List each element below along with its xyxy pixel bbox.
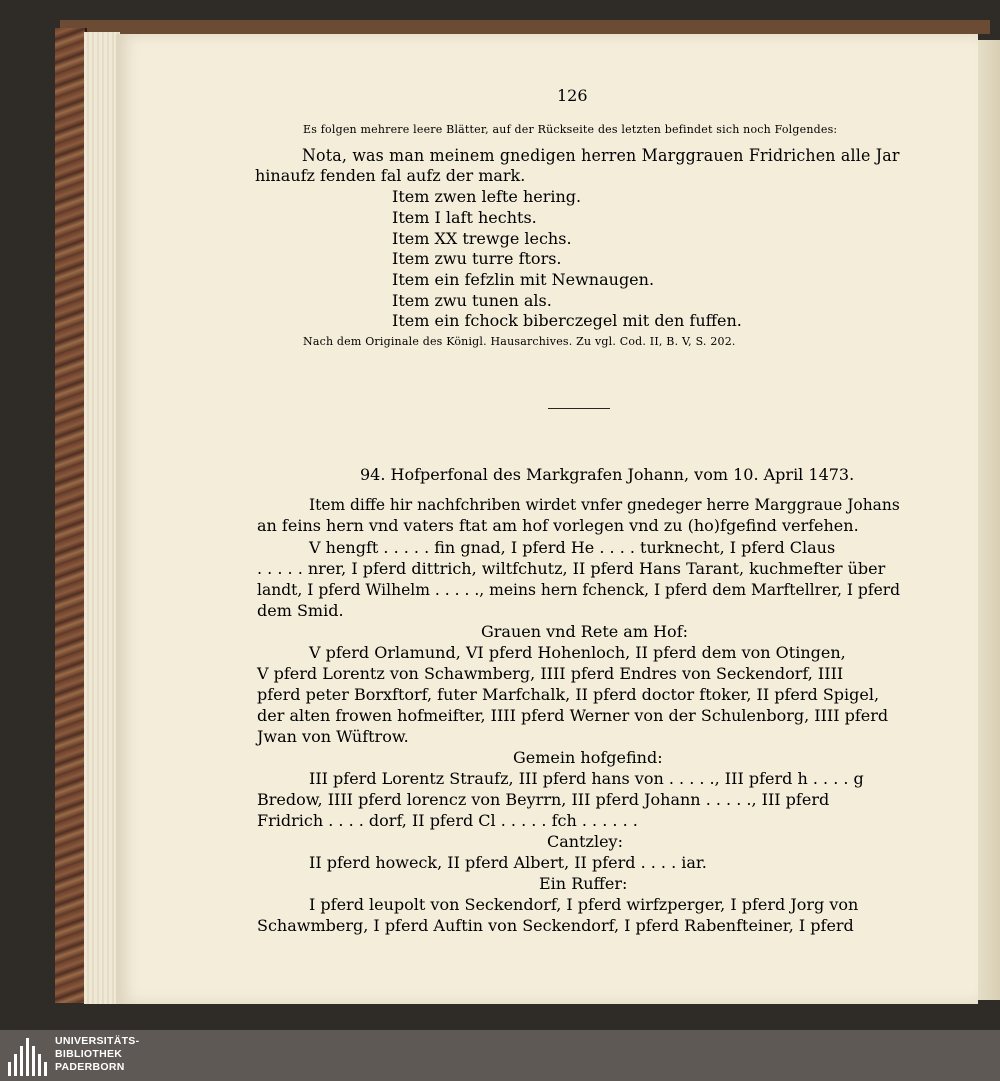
item-line: Item ein fchock biberczegel mit den fuffen. [392, 311, 742, 330]
library-footer [0, 1030, 1000, 1081]
marbled-cover-edge [55, 28, 87, 1003]
body-line: V pferd Orlamund, VI pferd Hohenloch, II pferd dem von Otingen, [309, 643, 846, 662]
body-line: an feins hern vnd vaters ftat am hof vorlegen vnd zu (ho)fgefind verfehen. [257, 516, 859, 535]
library-logo-icon [6, 1036, 50, 1076]
intro-note: Es folgen mehrere leere Blätter, auf der Rückseite des letzten befindet sich noch Folgendes: [303, 123, 838, 136]
book-cover-top [60, 20, 990, 34]
body-line: V hengft . . . . . fin gnad, I pferd He . . . . turknecht, I pferd Claus [309, 538, 836, 557]
next-page-edge [976, 40, 1000, 1000]
item-line: Item zwu tunen als. [392, 291, 552, 310]
item-line: Item XX trewge lechs. [392, 229, 572, 248]
item-line: Item zwen lefte hering. [392, 187, 582, 206]
body-line: landt, I pferd Wilhelm . . . . ., meins hern fchenck, I pferd dem Marftellrer, I pferd [257, 580, 901, 599]
library-name-line-3: PADERBORN [55, 1061, 125, 1073]
body-line: pferd peter Borxftorf, futer Marfchalk, II pferd doctor ftoker, II pferd Spigel, [257, 685, 880, 704]
subheading-cantzley: Cantzley: [547, 832, 623, 851]
source-note: Nach dem Originale des Königl. Hausarchives. Zu vgl. Cod. II, B. V, S. 202. [303, 335, 736, 348]
body-line: Item diffe hir nachfchriben wirdet vnfer gnedeger herre Marggraue Johans [309, 495, 900, 514]
library-name-line-2: BIBLIOTHEK [55, 1048, 123, 1060]
body-line: II pferd howeck, II pferd Albert, II pferd . . . . iar. [309, 853, 707, 872]
body-line: der alten frowen hofmeifter, IIII pferd Werner von der Schulenborg, IIII pferd [257, 706, 889, 725]
item-line: Item ein fefzlin mit Newnaugen. [392, 270, 655, 289]
body-line: I pferd leupolt von Seckendorf, I pferd wirfzperger, I pferd Jorg von [309, 895, 859, 914]
page-number: 126 [557, 86, 588, 105]
body-line: Fridrich . . . . dorf, II pferd Cl . . . . . fch . . . . . . [257, 811, 638, 830]
body-line: V pferd Lorentz von Schawmberg, IIII pferd Endres von Seckendorf, IIII [257, 664, 844, 683]
item-line: Item I laft hechts. [392, 208, 537, 227]
nota-line-2: hinaufz fenden fal aufz der mark. [255, 166, 526, 185]
subheading-grauen: Grauen vnd Rete am Hof: [481, 622, 688, 641]
body-line: Bredow, IIII pferd lorencz von Beyrrn, III pferd Johann . . . . ., III pferd [257, 790, 830, 809]
library-name [55, 1035, 139, 1074]
body-line: III pferd Lorentz Straufz, III pferd hans von . . . . ., III pferd h . . . . g [309, 769, 864, 788]
body-line: Schawmberg, I pferd Auftin von Seckendorf, I pferd Rabenfteiner, I pferd [257, 916, 854, 935]
nota-line-1: Nota, was man meinem gnedigen herren Marggrauen Fridrichen alle Jar [302, 146, 900, 165]
body-line: dem Smid. [257, 601, 344, 620]
item-line: Item zwu turre ftors. [392, 249, 562, 268]
page-edges [84, 32, 120, 1004]
section-heading: 94. Hofperfonal des Markgrafen Johann, vom 10. April 1473. [360, 465, 855, 484]
subheading-ruffer: Ein Ruffer: [539, 874, 628, 893]
section-divider [548, 408, 610, 409]
library-name-line-1: UNIVERSITÄTS- [55, 1035, 140, 1047]
subheading-gemein: Gemein hofgefind: [513, 748, 663, 767]
body-line: . . . . . nrer, I pferd dittrich, wiltfchutz, II pferd Hans Tarant, kuchmefter über [257, 559, 886, 578]
body-line: Jwan von Wüftrow. [257, 727, 409, 746]
